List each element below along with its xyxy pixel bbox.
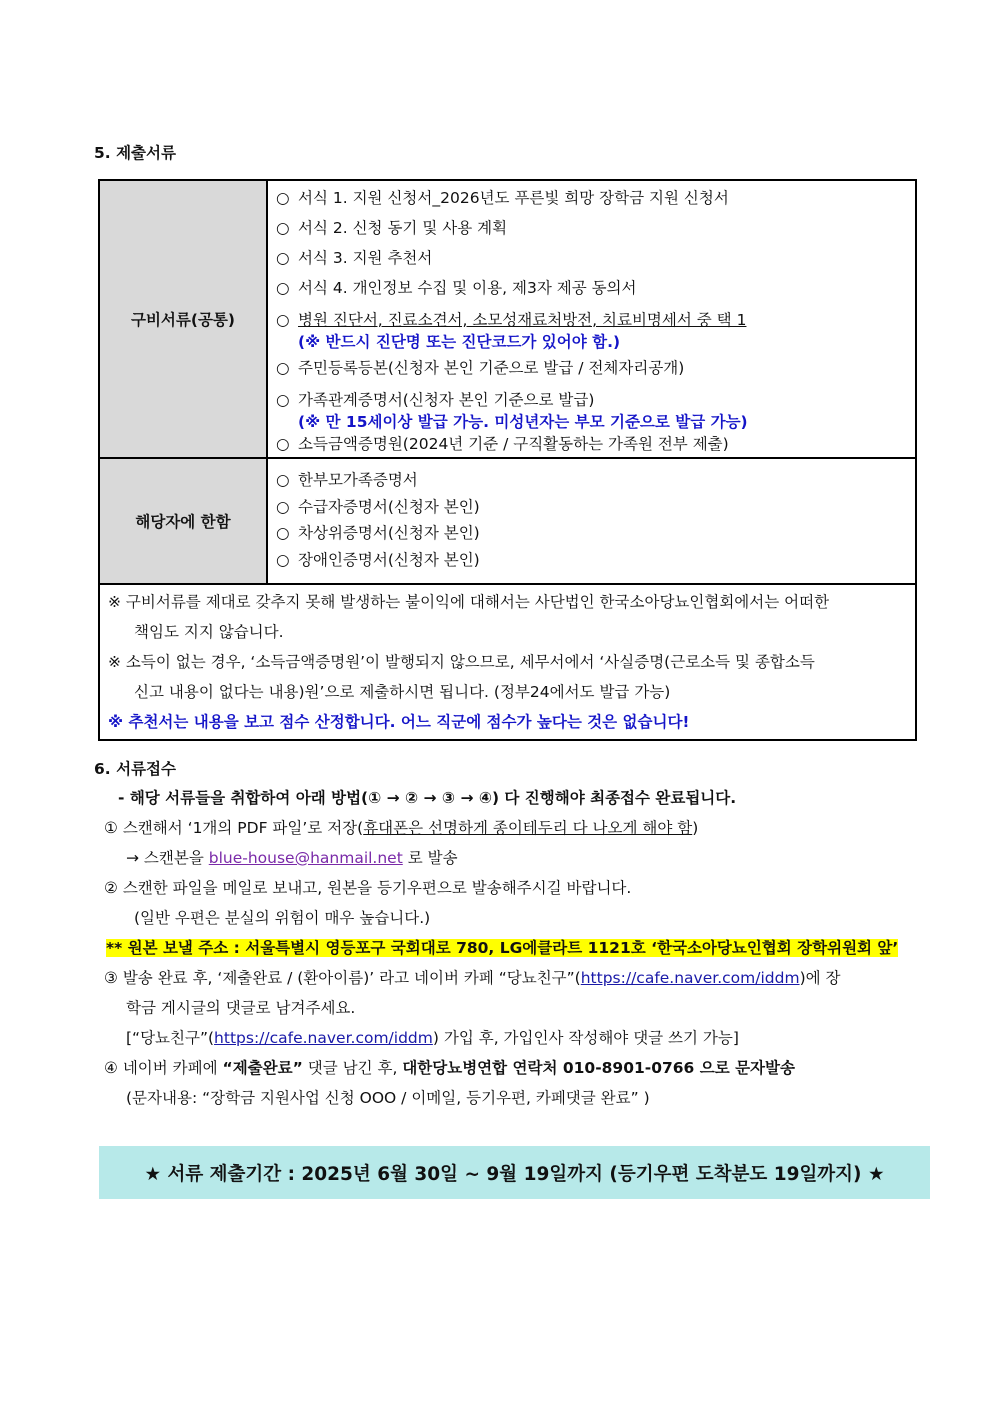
footnote-recommendation: ※ 추천서는 내용을 보고 점수 산정합니다. 어느 직군에 점수가 높다는 것은 없습니다! (108, 713, 690, 731)
common-docs-list (267, 180, 916, 458)
step-4: ④ 네이버 카페에 “제출완료” 댓글 남긴 후, 대한당뇨병연합 연락처 010-8901-0766 으로 문자발송 (104, 1059, 795, 1077)
circle-bullet-icon: ○ (276, 435, 290, 453)
step-1: ① 스캔해서 ‘1개의 PDF 파일’로 저장(휴대폰은 선명하게 종이테두리 다 나오게 해야 함) (104, 819, 699, 837)
list-item: ○ 서식 3. 지원 추천서 (276, 243, 915, 273)
list-item: ○ 장애인증명서(신청자 본인) (276, 547, 915, 574)
intro-text: - 해당 서류들을 취합하여 아래 방법(① → ② → ③ → ④) 다 진행해야 최종접수 완료됩니다. (118, 789, 737, 807)
list-item: ○ 소득금액증명원(2024년 기준 / 구직활동하는 가족원 전부 제출) (276, 435, 729, 453)
step-4-message: (문자내용: “장학금 지원사업 신청 OOO / 이메일, 등기우편, 카페댓글 완료” ) (126, 1089, 650, 1107)
address-line: ** 원본 보낼 주소 : 서울특별시 영등포구 국회대로 780, LG에클라트 1121호 ‘한국소아당뇨인협회 장학위원회 앞’ (106, 939, 899, 957)
circle-bullet-icon: ○ (276, 497, 290, 516)
list-item: ○ 수급자증명서(신청자 본인) (276, 494, 915, 521)
circle-bullet-icon: ○ (276, 219, 290, 237)
step-2: ② 스캔한 파일을 메일로 보내고, 원본을 등기우편으로 발송해주시길 바랍니다. (104, 879, 632, 897)
common-docs-label: 구비서류(공통) (99, 180, 267, 458)
list-item: ○ 서식 4. 개인정보 수집 및 이용, 제3자 제공 동의서 (276, 273, 915, 303)
notes-cell (99, 584, 916, 740)
list-item: ○ 주민등록등본(신청자 본인 기준으로 발급 / 전체자리공개) (276, 353, 915, 383)
section-6-title: 6. 서류접수 (94, 760, 176, 778)
list-item: ○ 병원 진단서, 진료소견서, 소모성재료처방전, 치료비명세서 중 택 1 (276, 311, 747, 329)
section-5-title: 5. 제출서류 (94, 144, 176, 162)
footnote: ※ 구비서류를 제대로 갖추지 못해 발생하는 불이익에 대해서는 사단법인 한국소아당뇨인협회에서는 어떠한 책임도 지지 않습니다. (108, 593, 830, 641)
circle-bullet-icon: ○ (276, 471, 290, 489)
circle-bullet-icon: ○ (276, 359, 290, 377)
applicable-docs-label: 해당자에 한함 (99, 458, 267, 584)
step-2-note: (일반 우편은 분실의 위험이 매우 높습니다.) (134, 909, 431, 927)
age-note: (※ 만 15세이상 발급 가능. 미성년자는 부모 기준으로 발급 가능) (298, 413, 748, 431)
documents-table (98, 179, 917, 741)
submission-period-banner: ★ 서류 제출기간 : 2025년 6월 30일 ~ 9월 19일까지 (등기우편 도착분도 19일까지) ★ (99, 1146, 930, 1199)
circle-bullet-icon: ○ (276, 279, 290, 297)
circle-bullet-icon: ○ (276, 189, 290, 207)
list-item: ○ 가족관계증명서(신청자 본인 기준으로 발급) (276, 391, 595, 409)
list-item: ○ 서식 1. 지원 신청서_2026년도 푸른빛 희망 장학금 지원 신청서 (276, 183, 915, 213)
submission-steps (104, 783, 924, 1113)
list-item: ○ 차상위증명서(신청자 본인) (276, 520, 915, 547)
applicable-docs-row (99, 458, 916, 584)
list-item: ○ 한부모가족증명서 (276, 467, 915, 494)
circle-bullet-icon: ○ (276, 550, 290, 569)
step-3-cont: 학금 게시글의 댓글로 남겨주세요. (126, 999, 356, 1017)
step-3: ③ 발송 완료 후, ‘제출완료 / (환아이름)’ 라고 네이버 카페 “당뇨친구”(https://cafe.naver.com/iddm)에 장 (104, 969, 841, 987)
step-1-email: → 스캔본을 blue-house@hanmail.net 로 발송 (126, 849, 458, 867)
cafe-link[interactable]: https://cafe.naver.com/iddm (580, 969, 800, 987)
common-docs-row (99, 180, 916, 458)
list-item: ○ 서식 2. 신청 동기 및 사용 계획 (276, 213, 915, 243)
circle-bullet-icon: ○ (276, 249, 290, 267)
circle-bullet-icon: ○ (276, 524, 290, 542)
diagnosis-note: (※ 반드시 진단명 또는 진단코드가 있어야 함.) (298, 333, 621, 351)
email-link[interactable]: blue-house@hanmail.net (208, 849, 403, 867)
circle-bullet-icon: ○ (276, 391, 290, 409)
notes-row (99, 584, 916, 740)
cafe-link[interactable]: https://cafe.naver.com/iddm (214, 1029, 433, 1047)
footnote: ※ 소득이 없는 경우, ‘소득금액증명원’이 발행되지 않으므로, 세무서에서 ‘사실증명(근로소득 및 종합소득 신고 내용이 없다는 내용)원’으로 제출하시면 됩니다. (정부24에서도 발급 가능) (108, 653, 815, 701)
applicable-docs-list (267, 458, 916, 584)
circle-bullet-icon: ○ (276, 311, 290, 329)
step-3-note: [“당뇨친구”(https://cafe.naver.com/iddm) 가입 후, 가입인사 작성해야 댓글 쓰기 가능] (126, 1029, 739, 1047)
